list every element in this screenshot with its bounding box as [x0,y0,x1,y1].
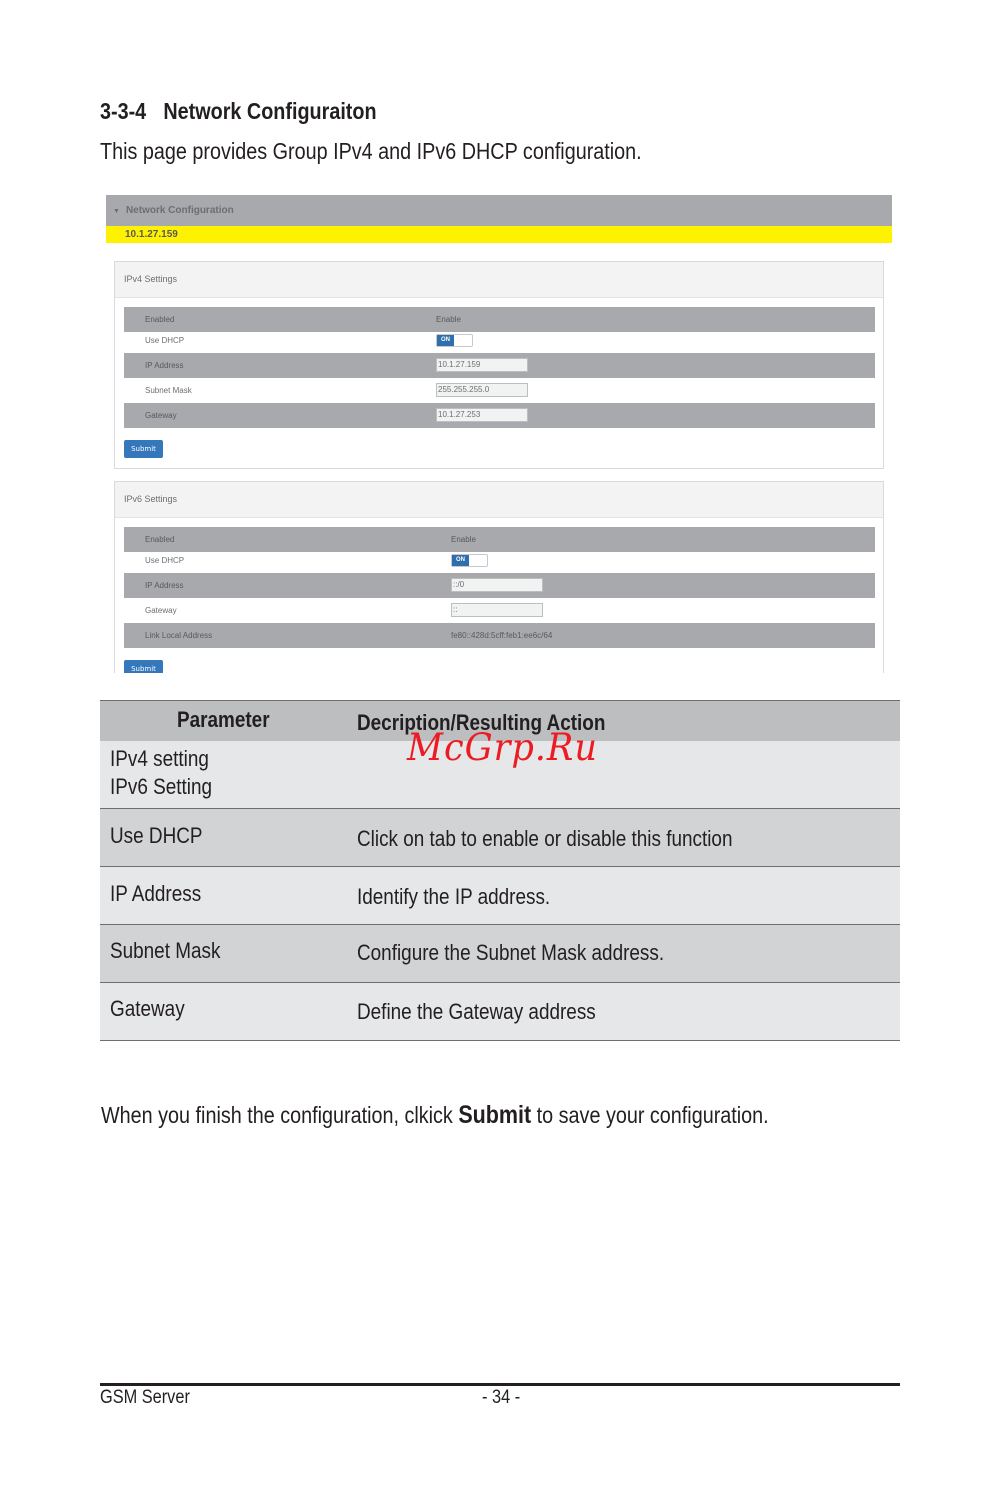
section-heading [100,98,377,125]
ipv6-settings-panel [114,481,884,673]
section-intro: This page provides Group IPv4 and IPv6 DHCP configuration. [100,138,642,164]
ipv4-enabled-label: Enabled [145,315,175,324]
ipv4-ip-row [124,353,875,378]
ipv4-gateway-label: Gateway [145,411,177,420]
table-header-parameter: Parameter [177,707,270,732]
ipv4-ip-input[interactable]: 10.1.27.159 [436,358,528,372]
footer-rule [100,1383,900,1386]
network-config-header[interactable] [106,195,892,226]
ipv4-submit-button[interactable]: Submit [124,440,163,458]
ipv6-link-local-row [124,623,875,648]
table-row-param: Gateway [110,996,185,1021]
table-row-param: IPv4 setting [110,746,209,771]
network-config-header-title: Network Configuration [125,205,234,216]
ipv6-enabled-value: Enable [451,535,476,544]
ipv6-ip-label: IP Address [145,581,184,590]
ipv4-gateway-input[interactable]: 10.1.27.253 [436,408,528,422]
ipv4-ip-label: IP Address [145,361,184,370]
ipv6-enabled-label: Enabled [145,535,175,544]
ipv4-dhcp-toggle-on: ON [437,335,454,346]
ipv6-link-local-value: fe80::428d:5cff:feb1:ee6c/64 [451,631,553,640]
final-note-submit: Submit [458,1101,532,1129]
ipv6-panel-title: IPv6 Settings [115,482,883,518]
host-ip-bar: 10.1.27.159 [106,226,892,243]
ipv4-use-dhcp-label: Use DHCP [145,336,185,345]
table-row-param: IP Address [110,881,202,906]
table-row [100,983,900,1040]
ipv6-use-dhcp-label: Use DHCP [145,556,185,565]
table-header-description: Decription/Resulting Action [357,710,606,735]
ipv6-gateway-input[interactable]: :: [451,603,543,617]
ipv4-settings-panel [114,261,884,469]
section-number: 3-3-4 [100,98,147,124]
watermark: McGrp.Ru [407,726,598,769]
ipv4-subnet-row [124,378,875,403]
ipv6-ip-input[interactable]: ::/0 [451,578,543,592]
collapse-triangle-icon[interactable]: ▼ [113,208,120,215]
table-row [100,925,900,982]
final-note-text-end: to save your configuration. [531,1102,769,1128]
table-row-param: Subnet Mask [110,938,221,963]
table-row [100,867,900,924]
ipv4-gateway-row [124,403,875,428]
ipv4-panel-title: IPv4 Settings [115,262,883,298]
ipv6-ip-row [124,573,875,598]
table-row-desc: Define the Gateway address [357,999,596,1024]
ipv6-gateway-row [124,598,875,623]
ipv4-dhcp-toggle[interactable] [436,334,473,347]
page-number: - 34 - [482,1387,521,1408]
table-row [100,809,900,866]
ipv6-submit-button[interactable]: Submit [124,660,163,673]
ipv4-use-dhcp-row [124,328,875,353]
footer-product: GSM Server [100,1387,190,1408]
ipv6-dhcp-toggle[interactable] [451,554,488,567]
table-row-desc: Identify the IP address. [357,884,551,909]
ipv6-gateway-label: Gateway [145,606,177,615]
ipv4-subnet-label: Subnet Mask [145,386,192,395]
final-note-text: When you finish the configuration, clkick [101,1102,459,1128]
table-row-param: IPv6 Setting [110,774,213,799]
network-config-screenshot [106,195,892,673]
ipv6-link-local-label: Link Local Address [145,631,213,640]
table-row-desc: Click on tab to enable or disable this function [357,826,733,851]
table-row-desc: Configure the Subnet Mask address. [357,940,665,965]
section-title: Network Configuraiton [163,98,377,124]
table-row-param: Use DHCP [110,823,203,848]
final-note [101,1101,769,1130]
ipv4-subnet-input[interactable]: 255.255.255.0 [436,383,528,397]
ipv6-dhcp-toggle-on: ON [452,555,469,566]
ipv6-use-dhcp-row [124,548,875,573]
table-divider [100,1040,900,1041]
ipv4-enabled-value: Enable [436,315,461,324]
